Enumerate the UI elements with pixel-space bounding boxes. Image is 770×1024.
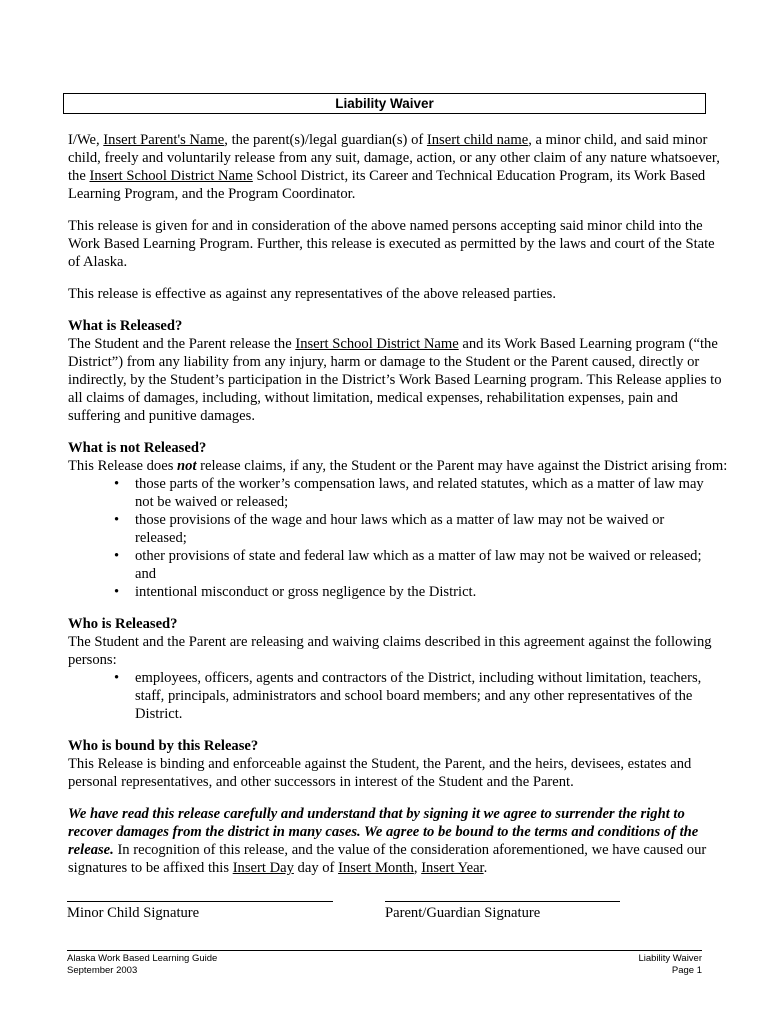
bound-section <box>68 737 728 791</box>
bullet-icon: • <box>114 512 120 528</box>
footer-guide-title: Alaska Work Based Learning Guide <box>67 953 218 964</box>
year-field: Insert Year <box>421 860 484 876</box>
who-released-list <box>68 669 728 723</box>
list-item-text: employees, officers, agents and contractors of the District, including without limitation, teachers, staff, principals, administrators and school board members; and any other representatives of the District. <box>135 670 702 722</box>
released-paragraph <box>68 335 728 425</box>
bound-heading: Who is bound by this Release? <box>68 738 259 754</box>
not-emphasis: not <box>177 458 197 474</box>
footer-doc-title: Liability Waiver <box>638 953 702 964</box>
intro-paragraph <box>68 131 728 203</box>
minor-signature-label: Minor Child Signature <box>67 905 200 921</box>
document-body <box>68 131 728 877</box>
bullet-icon: • <box>114 476 120 492</box>
not-released-text-2: release claims, if any, the Student or the Parent may have against the District arising from: <box>196 458 728 474</box>
consideration-paragraph: This release is given for and in consideration of the above named persons accepting said minor child into the Work Based Learning Program. Further, this release is executed as permitted by the laws and court of the State of Alaska. <box>68 218 715 270</box>
bound-paragraph: This Release is binding and enforceable against the Student, the Parent, and the heirs, devisees, estates and personal representatives, and other successors in interest of the Student and the Parent. <box>68 756 692 790</box>
intro-text-1: I/We, <box>68 132 104 148</box>
child-name-field: Insert child name <box>426 132 529 148</box>
list-item <box>68 511 728 547</box>
intro-text-4: School District, its Career and Technical Education Program, its Work Based Learning Program, and the Program Coordinator. <box>68 168 706 202</box>
released-district-name-field: Insert School District Name <box>295 336 459 352</box>
document-title: Liability Waiver <box>63 93 706 114</box>
who-released-section <box>68 615 728 723</box>
minor-signature-line[interactable] <box>67 901 333 902</box>
district-name-field: Insert School District Name <box>89 168 253 184</box>
acknowledgment-text-1: In recognition of this release, and the value of the consideration aforementioned, we have caused our signatures to be affixed this <box>68 842 707 876</box>
parent-signature-line[interactable] <box>385 901 620 902</box>
who-released-paragraph: The Student and the Parent are releasing and waiving claims described in this agreement against the following persons: <box>68 634 712 668</box>
acknowledgment-paragraph <box>68 805 728 877</box>
released-heading: What is Released? <box>68 318 183 334</box>
list-item-text: those provisions of the wage and hour laws which as a matter of law may not be waived or released; <box>135 512 665 546</box>
bullet-icon: • <box>114 584 120 600</box>
acknowledgment-text-3: , <box>413 860 422 876</box>
list-item <box>68 547 728 583</box>
who-released-heading: Who is Released? <box>68 616 178 632</box>
list-item <box>68 669 728 723</box>
month-field: Insert Month <box>338 860 414 876</box>
not-released-heading: What is not Released? <box>68 440 207 456</box>
not-released-section <box>68 439 728 601</box>
day-field: Insert Day <box>232 860 294 876</box>
released-text-2: and its Work Based Learning program (“the District”) from any liability from any injury, harm or damage to the Student or the Parent caused, directly or indirectly, by the Student’s participation in the District’s Work Based Learning program. This Release applies to all claims of damages, including, without limitation, medical expenses, rehabilitation expenses, pain and suffering and punitive damages. <box>68 336 722 424</box>
footer-page-number: Page 1 <box>671 965 702 976</box>
parent-name-field: Insert Parent's Name <box>103 132 225 148</box>
bullet-icon: • <box>114 548 120 564</box>
acknowledgment-text-4: . <box>483 860 488 876</box>
footer-right <box>638 953 702 977</box>
list-item <box>68 583 728 601</box>
intro-text-2: , the parent(s)/legal guardian(s) of <box>224 132 427 148</box>
list-item-text: intentional misconduct or gross negligence by the District. <box>135 584 477 600</box>
list-item-text: those parts of the worker’s compensation laws, and related statutes, which as a matter of law may not be waived or released; <box>135 476 704 510</box>
not-released-list <box>68 475 728 601</box>
effective-paragraph: This release is effective as against any representatives of the above released parties. <box>68 286 556 302</box>
footer-divider <box>67 950 702 951</box>
not-released-text-1: This Release does <box>68 458 178 474</box>
list-item-text: other provisions of state and federal law which as a matter of law may not be waived or released; and <box>135 548 702 582</box>
footer-date: September 2003 <box>67 965 138 976</box>
released-text-1: The Student and the Parent release the <box>68 336 296 352</box>
acknowledgment-text-2: day of <box>293 860 339 876</box>
list-item <box>68 475 728 511</box>
released-section <box>68 317 728 425</box>
not-released-paragraph <box>68 457 728 475</box>
intro-text-3: , a minor child, and said minor child, freely and voluntarily release from any suit, damage, action, or any other claim of any nature whatsoever, the <box>68 132 720 184</box>
bullet-icon: • <box>114 670 120 686</box>
parent-signature-label: Parent/Guardian Signature <box>385 905 541 921</box>
footer-left <box>67 953 217 977</box>
acknowledgment-emphasis: We have read this release carefully and understand that by signing it we agree to surrender the right to recover damages from the district in many cases. We agree to be bound to the terms and conditions of the release. <box>68 806 699 858</box>
